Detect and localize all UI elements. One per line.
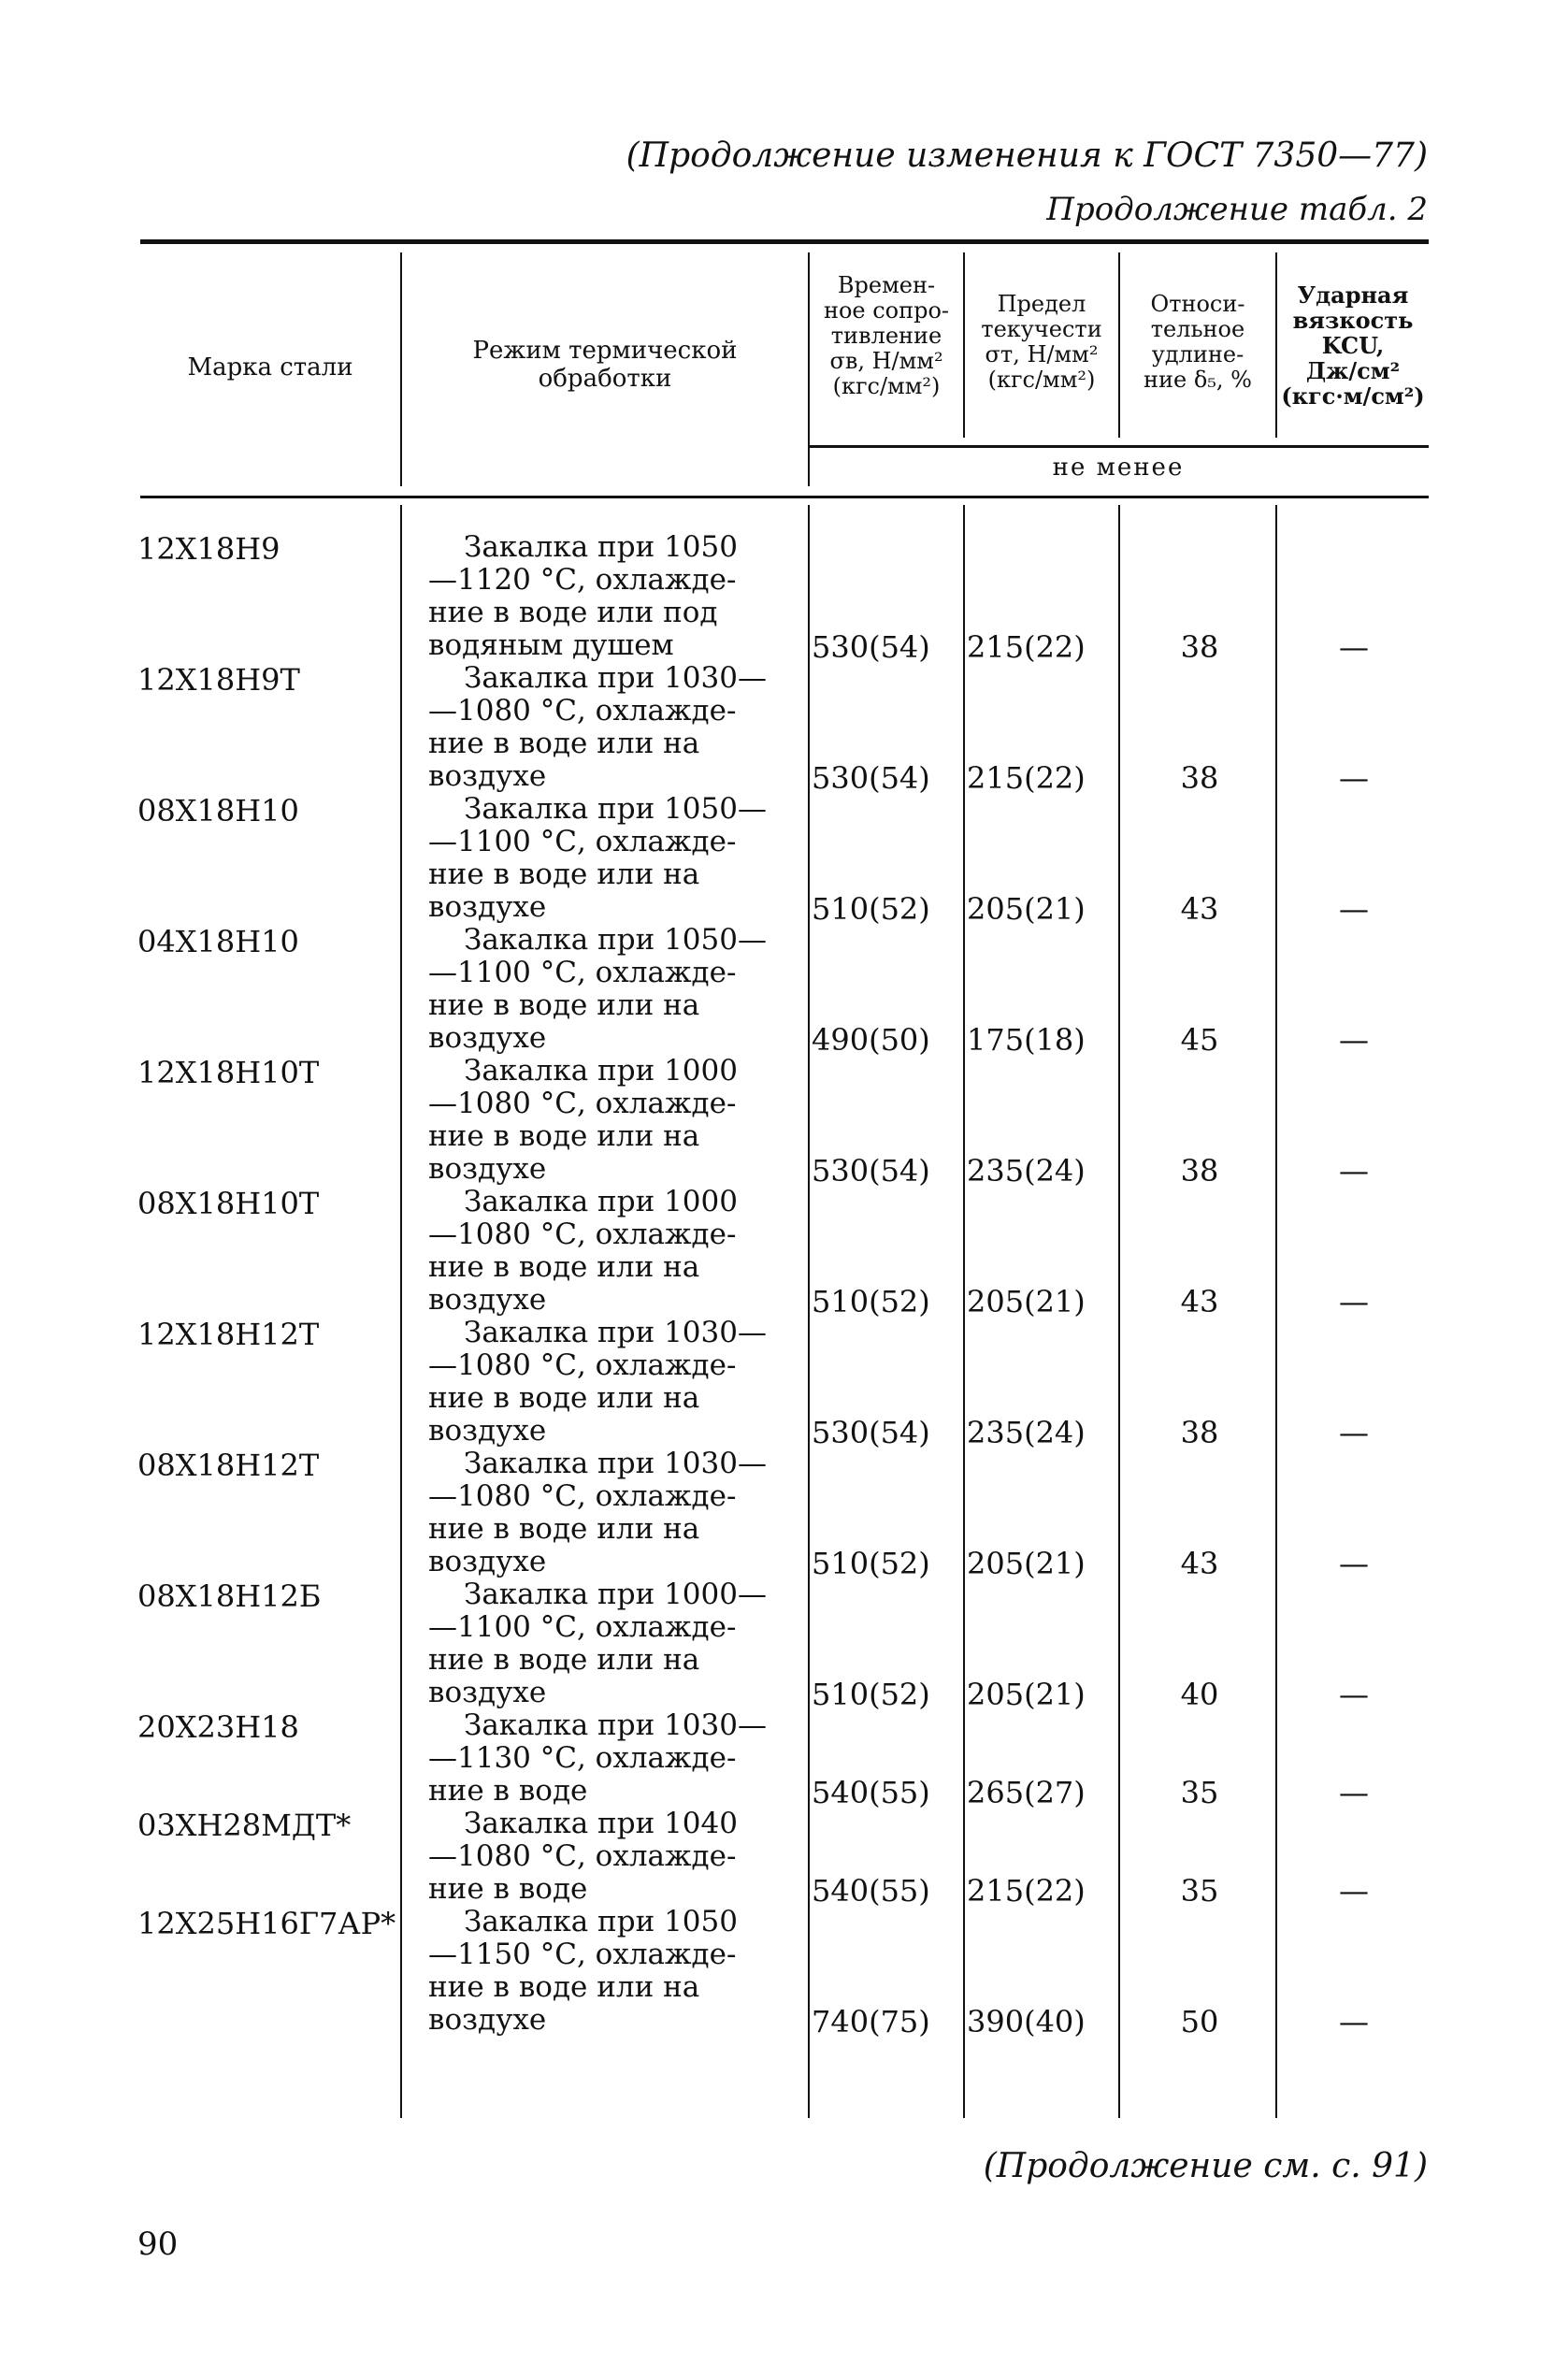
tensile-strength: 530(54)	[812, 629, 930, 665]
yield-strength: 205(21)	[967, 891, 1086, 927]
tensile-strength: 530(54)	[812, 1153, 930, 1189]
steel-grade: 08Х18Н12Т	[137, 1448, 320, 1483]
impact-toughness: —	[1339, 760, 1369, 796]
steel-grade: 12Х18Н10Т	[137, 1055, 320, 1090]
heat-treatment-mode	[428, 793, 802, 924]
tensile-strength: 530(54)	[812, 1415, 930, 1450]
mode-line: Закалка при 1000	[464, 1054, 738, 1088]
heat-treatment-mode	[428, 662, 802, 793]
impact-toughness: —	[1339, 1775, 1369, 1810]
impact-toughness: —	[1339, 1677, 1369, 1712]
mode-line: ние в воде или на	[428, 988, 700, 1022]
mode-line: Закалка при 1050—	[464, 792, 767, 826]
mode-line: ние в воде	[428, 1774, 588, 1808]
mode-line: —1100 °С, охлажде-	[428, 1610, 737, 1644]
tensile-strength: 530(54)	[812, 760, 930, 796]
mode-line: —1150 °С, охлажде-	[428, 1938, 737, 1971]
impact-toughness: —	[1339, 1415, 1369, 1450]
steel-grade: 20Х23Н18	[137, 1709, 299, 1745]
mode-line: ние в воде или на	[428, 1970, 700, 2004]
elongation: 43	[1180, 1284, 1219, 1319]
not-less-label: не менее	[1052, 454, 1185, 482]
mode-line: Закалка при 1050	[464, 1905, 738, 1938]
elongation: 43	[1180, 1546, 1219, 1581]
elongation: 38	[1180, 1415, 1219, 1450]
mode-line: воздухе	[428, 1283, 547, 1317]
yield-strength: 215(22)	[967, 760, 1086, 796]
elongation: 35	[1180, 1873, 1219, 1909]
impact-toughness: —	[1339, 1546, 1369, 1581]
tensile-strength: 510(52)	[812, 1677, 930, 1712]
mode-line: ние в воде	[428, 1872, 588, 1906]
mode-line: —1080 °С, охлажде-	[428, 694, 737, 728]
heat-treatment-mode	[428, 1709, 802, 1808]
impact-toughness: —	[1339, 629, 1369, 665]
mode-line: Закалка при 1040	[464, 1807, 738, 1840]
mode-line: ние в воде или на	[428, 1643, 700, 1677]
steel-grade: 03ХН28МДТ*	[137, 1808, 352, 1843]
heat-treatment-mode	[428, 1317, 802, 1448]
yield-strength: 215(22)	[967, 629, 1086, 665]
mode-line: —1080 °С, охлажде-	[428, 1348, 737, 1382]
header-rule	[140, 496, 1429, 498]
mode-line: ние в воде или на	[428, 727, 700, 760]
tensile-strength: 510(52)	[812, 1284, 930, 1319]
mode-line: воздухе	[428, 1545, 547, 1578]
mode-line: воздухе	[428, 2003, 547, 2037]
mode-line: воздухе	[428, 1021, 547, 1055]
mode-line: воздухе	[428, 890, 547, 924]
mode-line: Закалка при 1030—	[464, 1316, 767, 1349]
yield-strength: 235(24)	[967, 1415, 1086, 1450]
elongation: 43	[1180, 891, 1219, 927]
elongation: 45	[1180, 1022, 1219, 1058]
elongation: 38	[1180, 1153, 1219, 1189]
col-divider	[400, 505, 402, 2118]
yield-strength: 265(27)	[967, 1775, 1086, 1810]
mode-line: Закалка при 1000	[464, 1185, 738, 1218]
mode-line: —1080 °С, охлажде-	[428, 1218, 737, 1251]
column-header-impact: Ударная вязкость KCU, Дж/см² (кгс·м/см²)	[1281, 281, 1425, 410]
tensile-strength: 490(50)	[812, 1022, 930, 1058]
yield-strength: 215(22)	[967, 1873, 1086, 1909]
mode-line: воздухе	[428, 1676, 547, 1709]
yield-strength: 390(40)	[967, 2004, 1086, 2039]
mode-line: ние в воде или на	[428, 1250, 700, 1284]
elongation: 38	[1180, 629, 1219, 665]
elongation: 35	[1180, 1775, 1219, 1810]
yield-strength: 205(21)	[967, 1546, 1086, 1581]
impact-toughness: —	[1339, 1022, 1369, 1058]
steel-grade: 12Х18Н12Т	[137, 1317, 320, 1352]
mode-line: —1100 °С, охлажде-	[428, 956, 737, 989]
mode-line: Закалка при 1030—	[464, 1708, 767, 1742]
column-header-grade: Марка стали	[187, 353, 353, 382]
mode-line: ние в воде или под	[428, 596, 718, 629]
col-divider	[963, 505, 965, 2118]
heat-treatment-mode	[428, 924, 802, 1055]
steel-grade: 08Х18Н10	[137, 793, 299, 828]
column-header-tensile: Времен- ное сопро- тивление σв, Н/мм² (кгс/мм²)	[823, 272, 950, 399]
yield-strength: 205(21)	[967, 1677, 1086, 1712]
top-rule	[140, 239, 1429, 244]
column-header-elongation: Относи- тельное удлине- ние δ₅, %	[1144, 291, 1252, 393]
tensile-strength: 540(55)	[812, 1775, 930, 1810]
steel-grade: 12Х25Н16Г7АР*	[137, 1906, 396, 1941]
impact-toughness: —	[1339, 1284, 1369, 1319]
mode-line: —1100 °С, охлажде-	[428, 825, 737, 858]
steel-grade: 08Х18Н12Б	[137, 1578, 322, 1614]
mode-line: —1080 °С, охлажде-	[428, 1087, 737, 1120]
tensile-strength: 510(52)	[812, 891, 930, 927]
mode-line: водяным душем	[428, 628, 674, 662]
impact-toughness: —	[1339, 1873, 1369, 1909]
continued-note: (Продолжение см. с. 91)	[983, 2147, 1428, 2185]
tensile-strength: 740(75)	[812, 2004, 930, 2039]
heat-treatment-mode	[428, 1808, 802, 1906]
mode-line: —1120 °С, охлажде-	[428, 563, 737, 597]
mode-line: Закалка при 1030—	[464, 661, 767, 695]
mode-line: воздухе	[428, 1152, 547, 1186]
steel-grade: 04Х18Н10	[137, 924, 299, 959]
heat-treatment-mode	[428, 1448, 802, 1578]
mode-line: Закалка при 1050	[464, 530, 738, 564]
elongation: 50	[1180, 2004, 1219, 2039]
column-header-yield: Предел текучести σт, Н/мм² (кгс/мм²)	[981, 291, 1102, 393]
mode-line: воздухе	[428, 759, 547, 793]
tensile-strength: 540(55)	[812, 1873, 930, 1909]
heat-treatment-mode	[428, 1578, 802, 1709]
mode-line: ние в воде или на	[428, 857, 700, 891]
steel-grade: 12Х18Н9	[137, 531, 281, 567]
mode-line: Закалка при 1050—	[464, 923, 767, 957]
mode-line: —1080 °С, охлажде-	[428, 1479, 737, 1513]
tensile-strength: 510(52)	[812, 1546, 930, 1581]
heat-treatment-mode	[428, 531, 802, 662]
yield-strength: 205(21)	[967, 1284, 1086, 1319]
mode-line: Закалка при 1030—	[464, 1447, 767, 1480]
heat-treatment-mode	[428, 1055, 802, 1186]
mode-line: воздухе	[428, 1414, 547, 1448]
steel-grade: 12Х18Н9Т	[137, 662, 300, 698]
mode-line: ние в воде или на	[428, 1512, 700, 1546]
continuation-header: (Продолжение изменения к ГОСТ 7350—77)	[626, 137, 1428, 175]
heat-treatment-mode	[428, 1186, 802, 1317]
col-divider	[808, 505, 810, 2118]
impact-toughness: —	[1339, 891, 1369, 927]
steel-grade: 08Х18Н10Т	[137, 1186, 320, 1221]
subheader-rule	[808, 445, 1429, 448]
impact-toughness: —	[1339, 2004, 1369, 2039]
yield-strength: 235(24)	[967, 1153, 1086, 1189]
elongation: 40	[1180, 1677, 1219, 1712]
column-header-mode: Режим термической обработки	[472, 337, 738, 393]
impact-toughness: —	[1339, 1153, 1369, 1189]
elongation: 38	[1180, 760, 1219, 796]
col-divider	[1118, 505, 1120, 2118]
mode-line: ние в воде или на	[428, 1381, 700, 1415]
yield-strength: 175(18)	[967, 1022, 1086, 1058]
heat-treatment-mode	[428, 1906, 802, 2037]
mode-line: Закалка при 1000—	[464, 1578, 767, 1611]
mode-line: —1080 °С, охлажде-	[428, 1839, 737, 1873]
table-title: Продолжение табл. 2	[1046, 191, 1428, 228]
mode-line: —1130 °С, охлажде-	[428, 1741, 737, 1775]
page-number: 90	[137, 2226, 179, 2263]
mode-line: ние в воде или на	[428, 1119, 700, 1153]
